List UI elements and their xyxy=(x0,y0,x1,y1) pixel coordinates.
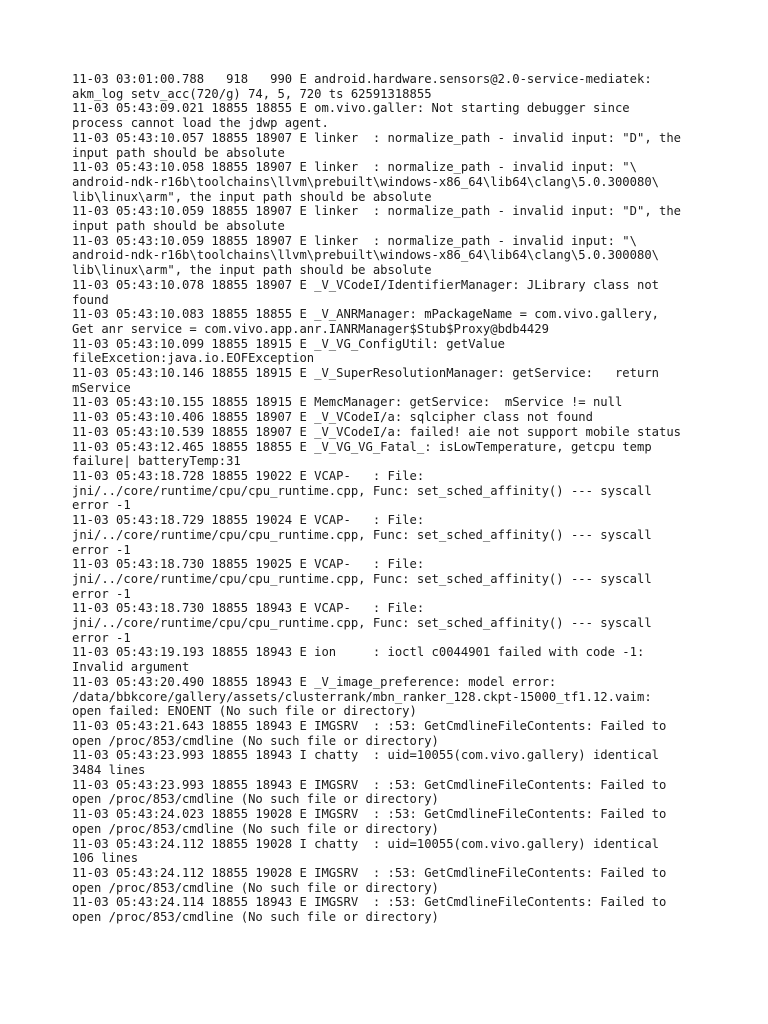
log-line: 11-03 05:43:18.728 18855 19022 E VCAP- : File: xyxy=(72,468,425,483)
log-line: error -1 xyxy=(72,630,131,645)
log-line: open /proc/853/cmdline (No such file or directory) xyxy=(72,733,439,748)
log-line: 11-03 05:43:10.155 18855 18915 E MemcManager: getService: mService != null xyxy=(72,395,623,410)
log-line: 11-03 05:43:10.083 18855 18855 E _V_ANRManager: mPackageName = com.vivo.gallery, xyxy=(72,307,659,322)
log-line: 11-03 05:43:24.114 18855 18943 E IMGSRV : :53: GetCmdlineFileContents: Failed to xyxy=(72,895,667,910)
log-text-body xyxy=(72,72,702,925)
log-line: 11-03 05:43:10.057 18855 18907 E linker : normalize_path - invalid input: "D", the xyxy=(72,130,682,145)
log-line: error -1 xyxy=(72,542,131,557)
log-line: open /proc/853/cmdline (No such file or directory) xyxy=(72,792,439,807)
log-line: 11-03 05:43:21.643 18855 18943 E IMGSRV : :53: GetCmdlineFileContents: Failed to xyxy=(72,718,667,733)
log-line: android-ndk-r16b\toolchains\llvm\prebuilt\windows-x86_64\lib64\clang\5.0.300080\ xyxy=(72,248,659,263)
log-line: 11-03 05:43:10.099 18855 18915 E _V_VG_ConfigUtil: getValue xyxy=(72,336,505,351)
log-line: fileExcetion:java.io.EOFException xyxy=(72,351,315,366)
log-line: 11-03 05:43:09.021 18855 18855 E om.vivo.galler: Not starting debugger since xyxy=(72,101,630,116)
log-line: Invalid argument xyxy=(72,660,190,675)
log-line: 11-03 05:43:23.993 18855 18943 E IMGSRV : :53: GetCmdlineFileContents: Failed to xyxy=(72,777,667,792)
log-line: 11-03 05:43:24.112 18855 19028 E IMGSRV : :53: GetCmdlineFileContents: Failed to xyxy=(72,865,667,880)
log-line: 3484 lines xyxy=(72,763,146,778)
log-line: 11-03 05:43:10.146 18855 18915 E _V_SuperResolutionManager: getService: return xyxy=(72,366,659,381)
log-line: found xyxy=(72,292,109,307)
log-line: open /proc/853/cmdline (No such file or directory) xyxy=(72,821,439,836)
log-line: 11-03 05:43:19.193 18855 18943 E ion : ioctl c0044901 failed with code -1: xyxy=(72,645,645,660)
log-line: 11-03 05:43:18.729 18855 19024 E VCAP- : File: xyxy=(72,513,425,528)
log-line: 11-03 05:43:24.112 18855 19028 I chatty : uid=10055(com.vivo.gallery) identical xyxy=(72,836,659,851)
log-line: open failed: ENOENT (No such file or directory) xyxy=(72,704,417,719)
log-line: 11-03 03:01:00.788 918 990 E android.hardware.sensors@2.0-service-mediatek: xyxy=(72,72,652,86)
log-line: 11-03 05:43:23.993 18855 18943 I chatty : uid=10055(com.vivo.gallery) identical xyxy=(72,748,659,763)
log-line: 11-03 05:43:18.730 18855 18943 E VCAP- : File: xyxy=(72,601,425,616)
log-line: 106 lines xyxy=(72,851,139,866)
log-line: 11-03 05:43:18.730 18855 19025 E VCAP- : File: xyxy=(72,557,425,572)
log-line: jni/../core/runtime/cpu/cpu_runtime.cpp, Func: set_sched_affinity() --- syscall xyxy=(72,571,652,586)
log-line: input path should be absolute xyxy=(72,219,285,234)
log-line: jni/../core/runtime/cpu/cpu_runtime.cpp, Func: set_sched_affinity() --- syscall xyxy=(72,483,652,498)
log-line: lib\linux\arm", the input path should be absolute xyxy=(72,263,432,278)
log-line: failure| batteryTemp:31 xyxy=(72,454,241,469)
log-line: open /proc/853/cmdline (No such file or directory) xyxy=(72,880,439,895)
log-line: lib\linux\arm", the input path should be absolute xyxy=(72,189,432,204)
log-line: jni/../core/runtime/cpu/cpu_runtime.cpp, Func: set_sched_affinity() --- syscall xyxy=(72,616,652,631)
log-line: akm_log setv_acc(720/g) 74, 5, 720 ts 62591318855 xyxy=(72,86,432,101)
log-line: input path should be absolute xyxy=(72,145,285,160)
log-line: jni/../core/runtime/cpu/cpu_runtime.cpp, Func: set_sched_affinity() --- syscall xyxy=(72,527,652,542)
log-line: open /proc/853/cmdline (No such file or directory) xyxy=(72,910,439,925)
log-line: Get anr service = com.vivo.app.anr.IANRManager$Stub$Proxy@bdb4429 xyxy=(72,321,549,336)
log-line: 11-03 05:43:10.059 18855 18907 E linker : normalize_path - invalid input: "\ xyxy=(72,233,637,248)
log-line: 11-03 05:43:10.059 18855 18907 E linker : normalize_path - invalid input: "D", the xyxy=(72,204,682,219)
log-line: 11-03 05:43:10.539 18855 18907 E _V_VCodeI/a: failed! aie not support mobile status xyxy=(72,424,682,439)
log-line: 11-03 05:43:10.406 18855 18907 E _V_VCodeI/a: sqlcipher class not found xyxy=(72,410,593,425)
log-line: android-ndk-r16b\toolchains\llvm\prebuilt\windows-x86_64\lib64\clang\5.0.300080\ xyxy=(72,174,659,189)
log-line: error -1 xyxy=(72,586,131,601)
log-line: error -1 xyxy=(72,498,131,513)
log-line: 11-03 05:43:10.078 18855 18907 E _V_VCodeI/IdentifierManager: JLibrary class not xyxy=(72,277,659,292)
log-line: process cannot load the jdwp agent. xyxy=(72,116,329,131)
log-line: /data/bbkcore/gallery/assets/clusterrank/mbn_ranker_128.ckpt-15000_tf1.12.vaim: xyxy=(72,689,652,704)
log-line: 11-03 05:43:12.465 18855 18855 E _V_VG_VG_Fatal_: isLowTemperature, getcpu temp xyxy=(72,439,652,454)
log-line: 11-03 05:43:20.490 18855 18943 E _V_image_preference: model error: xyxy=(72,674,557,689)
log-line: 11-03 05:43:10.058 18855 18907 E linker : normalize_path - invalid input: "\ xyxy=(72,160,637,175)
log-line: mService xyxy=(72,380,131,395)
log-line: 11-03 05:43:24.023 18855 19028 E IMGSRV : :53: GetCmdlineFileContents: Failed to xyxy=(72,807,667,822)
